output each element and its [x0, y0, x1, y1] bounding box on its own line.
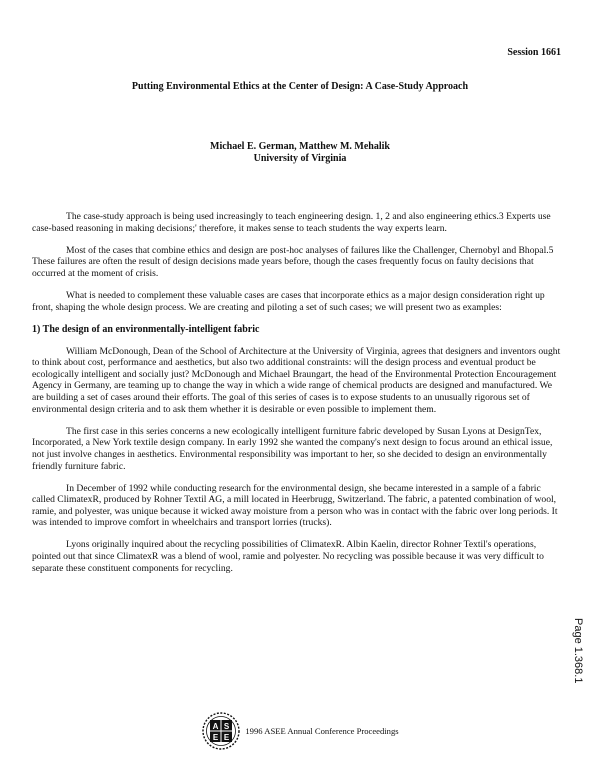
author-block [0, 141, 600, 165]
logo-letter: E [224, 733, 230, 742]
section-paragraph: Lyons originally inquired about the recycling possibilities of ClimatexR. Albin Kaelin, director Rohner Textil's operations, pointed out that since ClimatexR was a blend of wool, ramie and polyester. No recycling was possible because it was very difficult to separate these constituent components for recycling. [32, 539, 544, 574]
body-text [32, 211, 562, 585]
section-paragraph: William McDonough, Dean of the School of Architecture at the University of Virginia, agrees that designers and inventors ought to think about cost, performance and aesthetics, but also two additional constraints: will the design process and eventual product be ecologically intelligent and socially just? McDonough and Michael Braungart, the head of the Environmental Protection Encouragement Agency in Germany, are teaming up to change the way in which a wide range of chemical products are designed and manufactured. We are building a set of cases around their efforts. The goal of this series of cases is to expose students to an unusually rigorous set of environmental design criteria and to ask them whether it is desirable or even possible to implement them. [32, 345, 561, 415]
logo-letter: E [213, 733, 219, 742]
section-paragraph: The first case in this series concerns a new ecologically intelligent furniture fabric developed by Susan Lyons at DesignTex, Incorporated, a New York textile design company. In early 1992 she wanted the company's next design to focus around an ethical issue, not just involve changes in aesthetics. Environmental responsibility was important to her, so she decided to design an environmentally friendly furniture fabric. [32, 425, 553, 472]
asee-logo-icon [201, 711, 241, 751]
proceedings-label: 1996 ASEE Annual Conference Proceedings [245, 726, 399, 736]
logo-letter: S [224, 722, 230, 731]
section-paragraph: In December of 1992 while conducting research for the environmental design, she became interested in a sample of a fabric called ClimatexR, produced by Rohner Textil AG, a mill located in Heerbrugg, Switzerland. The fabric, a patented combination of wool, ramie, and polyester, was unique because it wicked away moisture from a person who was in contact with the fabric over long periods. It was intended to improve comfort in wheelchairs and transport lorries (trucks). [32, 482, 558, 529]
intro-paragraph: Most of the cases that combine ethics and design are post-hoc analyses of failures like the Challenger, Chernobyl and Bhopal.5 These failures are often the result of design decisions made years before, though the cases frequently focus on faulty decisions that occurred at the moment of crisis. [32, 244, 554, 279]
session-label: Session 1661 [507, 47, 561, 58]
paper-title: Putting Environmental Ethics at the Center of Design: A Case-Study Approach [131, 81, 469, 92]
logo-letter: A [212, 722, 219, 731]
intro-paragraph: The case-study approach is being used increasingly to teach engineering design. 1, 2 and also engineering ethics.3 Experts use case-based reasoning in making decisions;' therefore, it makes sense to teach students the way experts learn. [32, 211, 551, 234]
page-number: Page 1.368.1 [572, 618, 584, 684]
author-affiliation: University of Virginia [253, 153, 347, 164]
section-heading: 1) The design of an environmentally-intelligent fabric [32, 323, 260, 335]
intro-paragraph: What is needed to complement these valuable cases are cases that incorporate ethics as a major design consideration right up front, shaping the whole design process. We are creating and piloting a set of such cases; we will present two as examples: [32, 289, 545, 313]
footer [0, 711, 600, 751]
author-names: Michael E. German, Matthew M. Mehalik [210, 141, 390, 152]
